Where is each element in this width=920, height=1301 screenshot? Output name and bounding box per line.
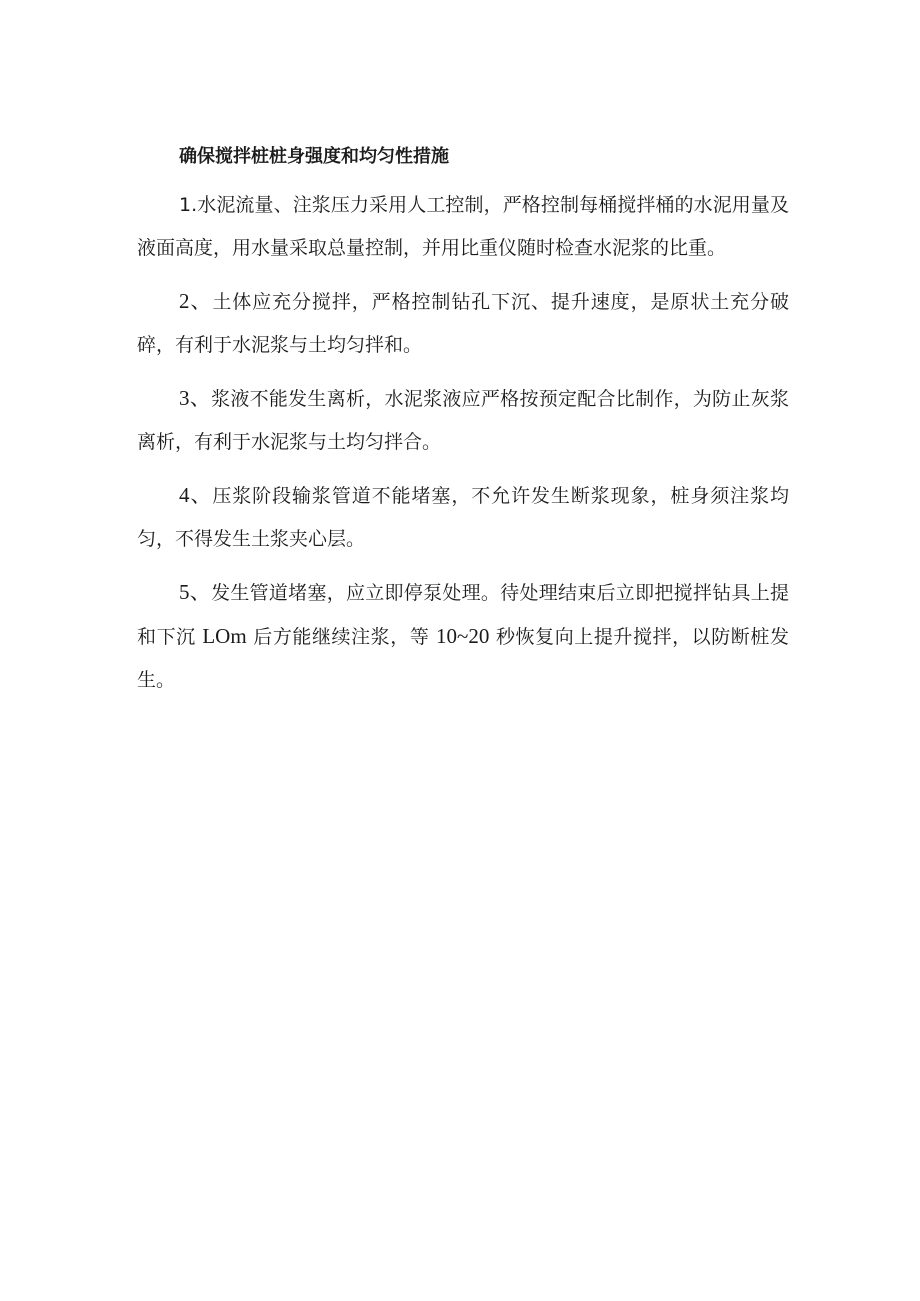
paragraph-3 [137,377,789,464]
paragraph-text: 水泥流量、注浆压力采用人工控制，严格控制每桶搅拌桶的水泥用量及液面高度，用水量采取总量控制，并用比重仪随时检查水泥浆的比重。 [137,194,789,259]
measure-value: LOm [202,624,247,648]
paragraph-text: 浆液不能发生离析，水泥浆液应严格按预定配合比制作，为防止灰浆离析，有利于水泥浆与土均匀拌合。 [137,388,790,453]
paragraph-text: 压浆阶段输浆管道不能堵塞，不允许发生断浆现象，桩身须注浆均匀，不得发生土浆夹心层。 [137,485,789,550]
paragraph-text: 土体应充分搅拌，严格控制钻孔下沉、提升速度，是原状土充分破碎，有利于水泥浆与土均匀拌和。 [137,291,789,356]
paragraph-text-before: 发生管道堵塞，应立即停泵处理。待处理结束后立即把搅拌钻具上提和下沉 [137,582,790,648]
document-title: 确保搅拌桩桩身强度和均匀性措施 [179,146,449,167]
paragraph-number: 2、 [179,289,213,313]
paragraph-text-middle: 后方能继续注浆，等 [253,626,430,648]
paragraph-5 [137,571,789,702]
paragraph-4 [137,474,789,561]
document-body [137,140,789,702]
paragraph-1 [137,184,789,270]
paragraph-number: 3、 [179,386,212,410]
range-value: 10~20 [436,624,490,648]
paragraph-text-after: 秒恢复向上提升搅拌，以防断桩发生。 [137,626,789,691]
paragraph-2 [137,280,789,367]
paragraph-number: 1. [179,194,198,216]
paragraph-number: 4、 [179,483,213,507]
paragraph-number: 5、 [179,580,212,604]
